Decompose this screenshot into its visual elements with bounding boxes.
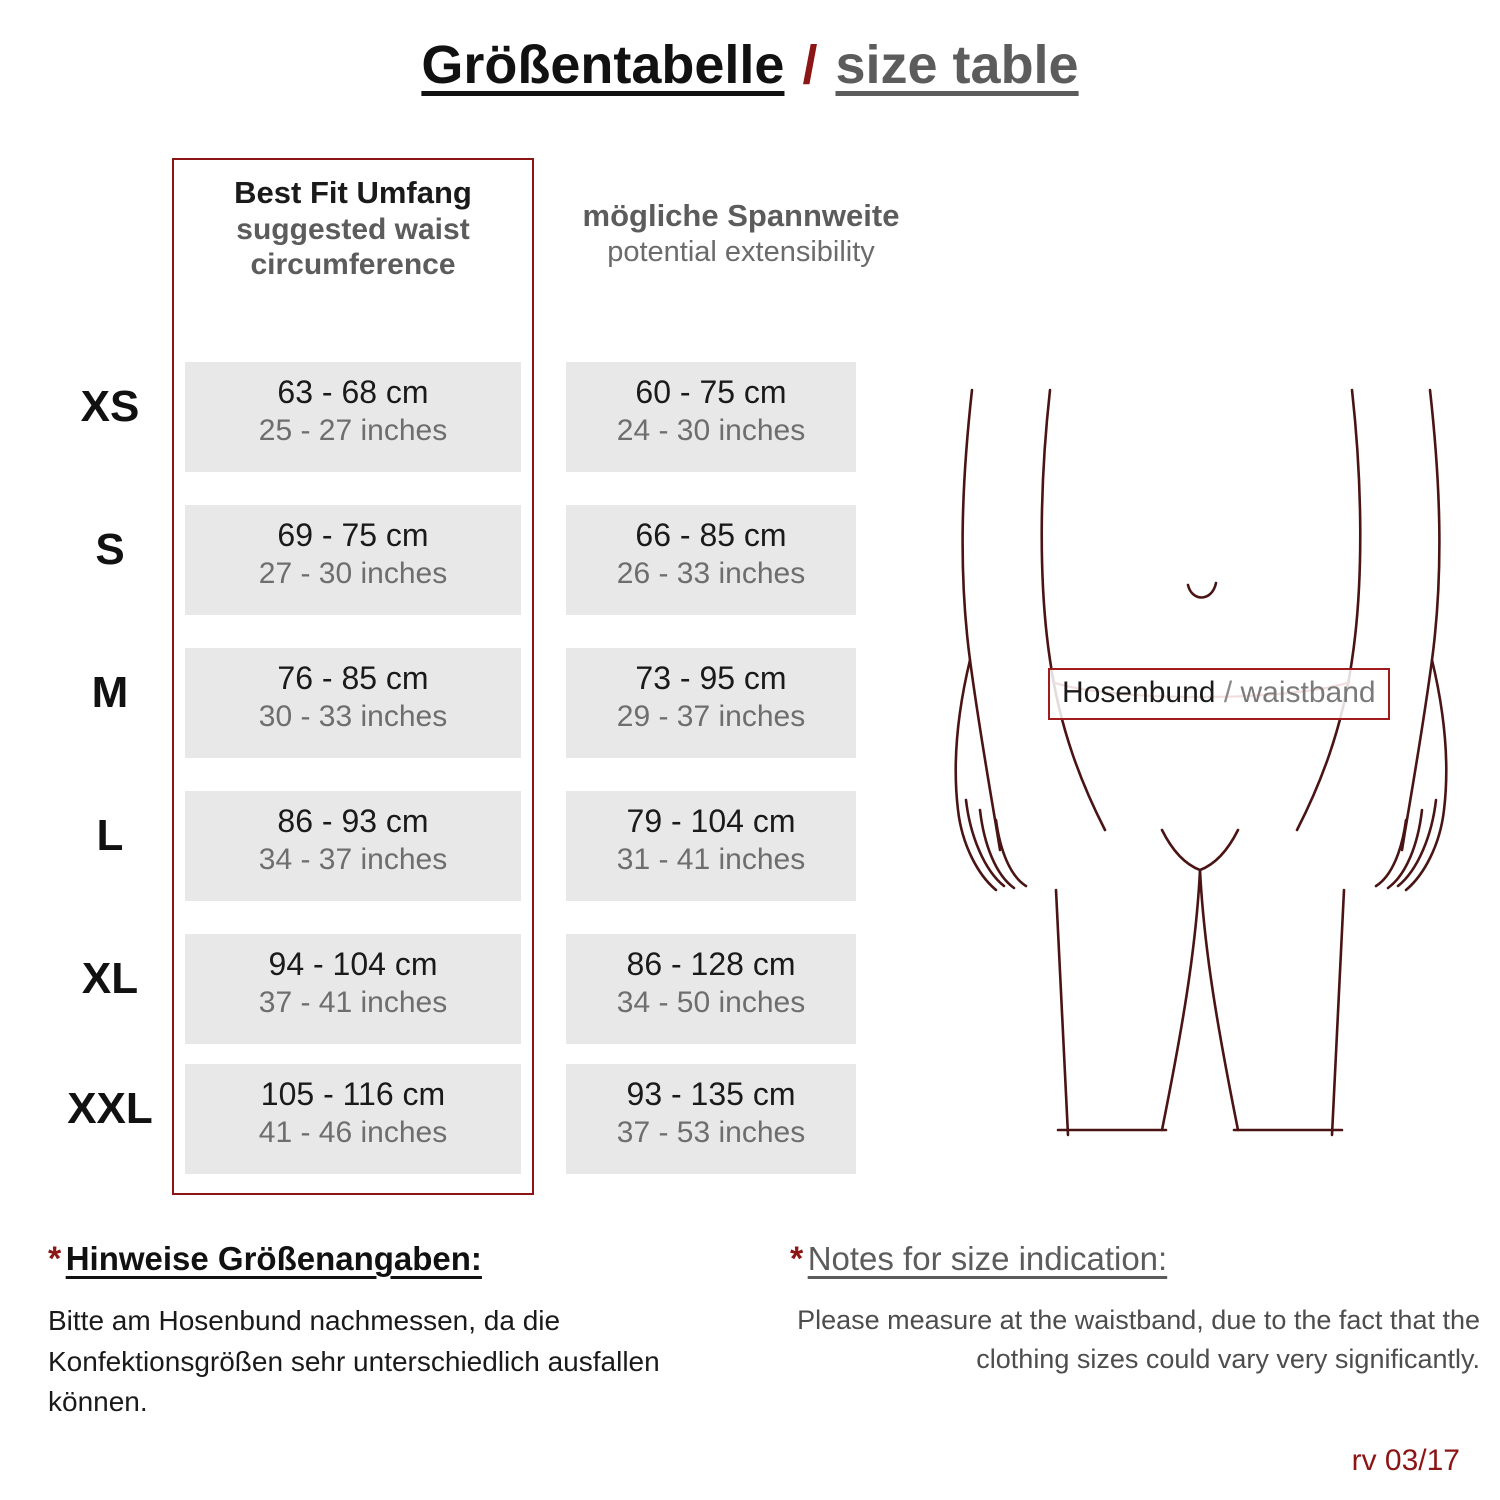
waistband-callout: [1048, 668, 1390, 720]
extensibility-cm-xs: 60 - 75 cm: [635, 374, 787, 410]
page-title-de: Größentabelle: [421, 35, 785, 95]
extensibility-in-s: 26 - 33 inches: [616, 557, 806, 590]
column-header-best-fit-de: Best Fit Umfang: [234, 175, 472, 210]
table-row: [0, 920, 900, 1063]
note-star-de: *: [48, 1240, 62, 1278]
best-fit-cell-m: [185, 648, 521, 758]
extensibility-in-l: 31 - 41 inches: [616, 843, 806, 876]
note-heading-de: Hinweise Größenangaben:: [65, 1240, 482, 1277]
extensibility-cm-xxl: 93 - 135 cm: [626, 1076, 796, 1112]
extensibility-cm-xl: 86 - 128 cm: [626, 946, 796, 982]
best-fit-cell-xl: [185, 934, 521, 1044]
extensibility-cell-xxl: [566, 1064, 856, 1174]
extensibility-cm-m: 73 - 95 cm: [635, 660, 787, 696]
best-fit-cm-s: 69 - 75 cm: [277, 517, 429, 553]
size-label-s: S: [95, 525, 125, 574]
best-fit-cm-xxl: 105 - 116 cm: [260, 1076, 446, 1112]
best-fit-cell-xs: [185, 362, 521, 472]
best-fit-cm-l: 86 - 93 cm: [277, 803, 429, 839]
waistband-callout-en: waistband: [1240, 676, 1376, 709]
page-title-en: size table: [835, 35, 1079, 95]
extensibility-in-xxl: 37 - 53 inches: [616, 1116, 806, 1149]
page-title: [0, 34, 1500, 96]
extensibility-cm-l: 79 - 104 cm: [626, 803, 796, 839]
extensibility-in-xl: 34 - 50 inches: [616, 986, 806, 1019]
note-german: [48, 1240, 748, 1423]
size-table: [0, 150, 900, 1200]
best-fit-cm-xs: 63 - 68 cm: [277, 374, 429, 410]
waistband-callout-de: Hosenbund: [1062, 676, 1216, 709]
best-fit-in-xs: 25 - 27 inches: [258, 414, 448, 447]
extensibility-cell-m: [566, 648, 856, 758]
extensibility-cell-l: [566, 791, 856, 901]
best-fit-in-s: 27 - 30 inches: [258, 557, 448, 590]
size-label-m: M: [91, 668, 129, 717]
revision-code: rv 03/17: [1351, 1444, 1460, 1477]
column-header-extensibility-en: potential extensibility: [607, 235, 875, 268]
notes-section: [0, 1240, 1500, 1470]
column-header-best-fit: [180, 175, 526, 282]
column-header-best-fit-en-2: circumference: [250, 247, 456, 281]
extensibility-cell-xs: [566, 362, 856, 472]
best-fit-cm-xl: 94 - 104 cm: [268, 946, 438, 982]
size-label-xl: XL: [81, 954, 139, 1003]
best-fit-in-l: 34 - 37 inches: [258, 843, 448, 876]
note-star-en: *: [790, 1240, 804, 1278]
table-row: [0, 491, 900, 634]
waistband-callout-separator: /: [1223, 676, 1233, 709]
torso-figure-svg: [900, 330, 1500, 1200]
note-body-de: Bitte am Hosenbund nachmessen, da die Konfektionsgrößen sehr unterschiedlich ausfallen können.: [48, 1305, 660, 1418]
note-body-en: Please measure at the waistband, due to the fact that the clothing sizes could vary very significantly.: [797, 1305, 1480, 1375]
table-row: [0, 1050, 900, 1193]
size-label-l: L: [96, 811, 124, 860]
size-label-xs: XS: [80, 382, 140, 431]
extensibility-cell-s: [566, 505, 856, 615]
extensibility-in-m: 29 - 37 inches: [616, 700, 806, 733]
column-header-extensibility-de: mögliche Spannweite: [582, 198, 900, 233]
note-english: [790, 1240, 1480, 1379]
extensibility-cell-xl: [566, 934, 856, 1044]
page-title-separator: /: [802, 35, 818, 95]
extensibility-in-xs: 24 - 30 inches: [616, 414, 806, 447]
size-label-xxl: XXL: [67, 1084, 153, 1133]
best-fit-in-xxl: 41 - 46 inches: [258, 1116, 448, 1149]
best-fit-cell-s: [185, 505, 521, 615]
extensibility-cm-s: 66 - 85 cm: [635, 517, 787, 553]
column-header-extensibility: [556, 198, 926, 269]
table-row: [0, 777, 900, 920]
best-fit-cm-m: 76 - 85 cm: [277, 660, 429, 696]
best-fit-in-m: 30 - 33 inches: [258, 700, 448, 733]
table-row: [0, 348, 900, 491]
note-heading-en: Notes for size indication:: [807, 1240, 1168, 1277]
torso-illustration: [900, 330, 1500, 1200]
best-fit-cell-l: [185, 791, 521, 901]
column-header-best-fit-en-1: suggested waist: [236, 212, 470, 246]
best-fit-in-xl: 37 - 41 inches: [258, 986, 448, 1019]
best-fit-cell-xxl: [185, 1064, 521, 1174]
table-row: [0, 634, 900, 777]
